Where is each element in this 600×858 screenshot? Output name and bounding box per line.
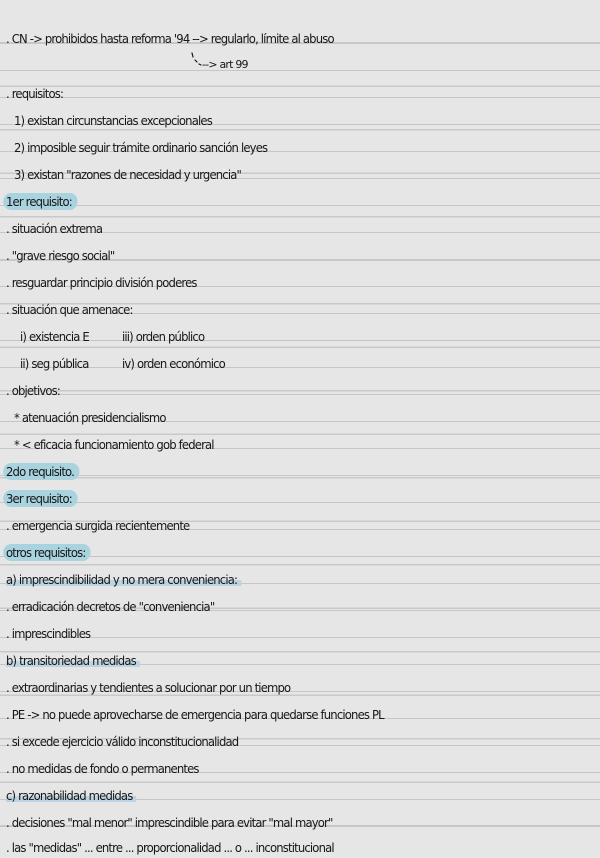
note-heading-otros-requisitos [6, 543, 91, 563]
note-subheading-c [6, 786, 136, 806]
note-line: . decisiones "mal menor" imprescindible para evitar "mal mayor" [6, 815, 333, 830]
note-line: . emergencia surgida recientemente [6, 518, 190, 533]
rule-line [0, 205, 600, 206]
highlighted-subheading: a) imprescindibilidad y no mera conveniencia: [6, 572, 241, 587]
note-heading-3er-requisito [6, 489, 77, 509]
note-annotation-art-99: --> art 99 [202, 58, 248, 71]
note-subitem-i: i) existencia E [20, 329, 89, 344]
rule-line [0, 502, 600, 503]
note-line: . no medidas de fondo o permanentes [6, 761, 199, 776]
highlighted-heading: 1er requisito: [3, 193, 77, 210]
rule-line [0, 475, 600, 476]
highlighted-heading: 3er requisito: [3, 490, 77, 507]
highlighted-subheading: c) razonabilidad medidas [6, 788, 136, 803]
note-line: . situación extrema [6, 221, 103, 236]
rule-line [0, 394, 600, 395]
note-line: . erradicación decretos de "conveniencia" [6, 599, 215, 614]
note-line: . extraordinarias y tendientes a solucionar por un tiempo [6, 680, 291, 695]
rule-line [0, 70, 600, 71]
rule-line [0, 367, 600, 368]
note-line-cut-off: . las "medidas" ... entre ... proporcionalidad ... o ... inconstitucional [6, 840, 334, 855]
note-line: . si excede ejercicio válido inconstitucionalidad [6, 734, 239, 749]
note-subheading-b [6, 651, 140, 671]
rule-line [0, 340, 600, 341]
note-subitem-iii: iii) orden público [122, 329, 205, 344]
note-line: . resguardar principio división poderes [6, 275, 197, 290]
note-heading-1er-requisito [6, 192, 77, 212]
note-heading-2do-requisito [6, 462, 80, 482]
note-line: . situación que amenace: [6, 302, 133, 317]
note-heading-objetivos: . objetivos: [6, 383, 60, 398]
note-item-3: 3) existan "razones de necesidad y urgencia" [14, 167, 242, 182]
note-objective: * atenuación presidencialismo [14, 410, 166, 425]
note-objective: * < eficacia funcionamiento gob federal [14, 437, 214, 452]
highlighted-heading: 2do requisito. [3, 463, 79, 480]
note-subitem-iv: iv) orden económico [122, 356, 225, 371]
note-subheading-a [6, 570, 241, 590]
highlighted-subheading: b) transitoriedad medidas [6, 653, 140, 668]
note-subitem-ii: ii) seg pública [20, 356, 89, 371]
note-line-cn-reform: . CN -> prohibidos hasta reforma '94 --> regularlo, límite al abuso [6, 31, 334, 46]
note-heading-requisitos: . requisitos: [6, 86, 64, 101]
note-line: . "grave riesgo social" [6, 248, 115, 263]
note-line: . PE -> no puede aprovecharse de emergencia para quedarse funciones PL [6, 707, 384, 722]
highlighted-heading: otros requisitos: [3, 544, 91, 561]
note-item-2: 2) imposible seguir trámite ordinario sanción leyes [14, 140, 268, 155]
rule-line [0, 97, 600, 98]
note-item-1: 1) existan circunstancias excepcionales [14, 113, 212, 128]
note-line: . imprescindibles [6, 626, 91, 641]
